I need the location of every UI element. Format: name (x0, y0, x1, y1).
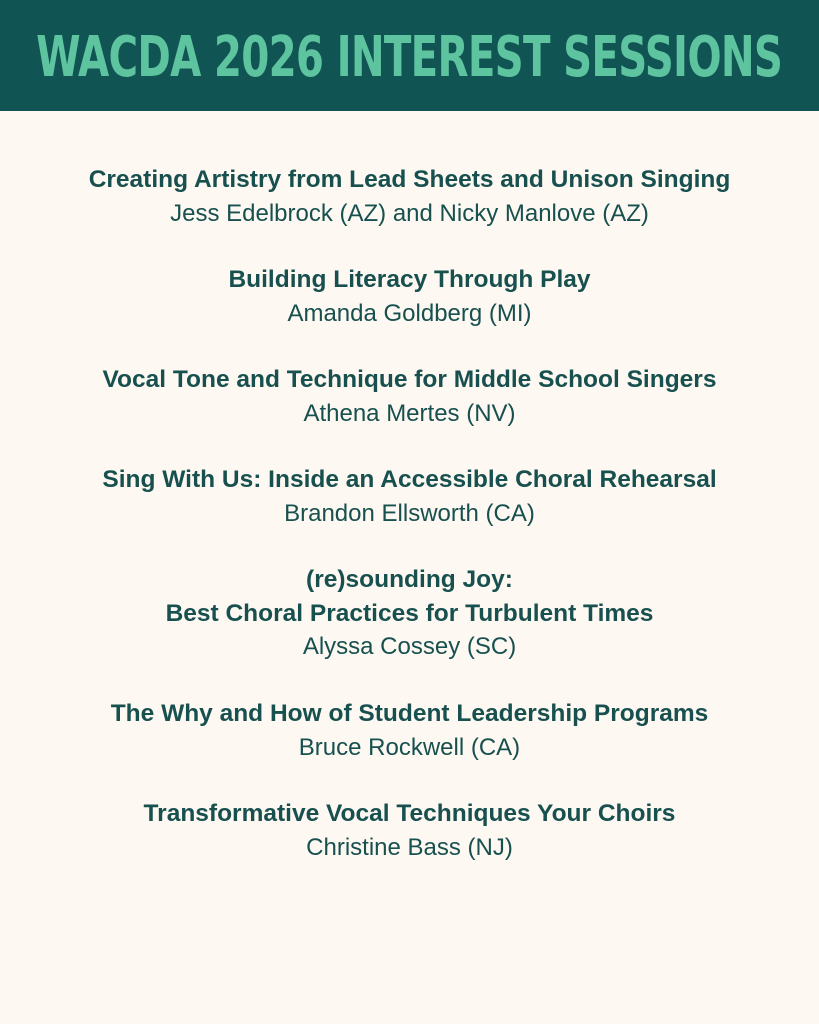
session-presenter: Alyssa Cossey (SC) (302, 633, 517, 660)
session-presenter: Bruce Rockwell (CA) (298, 733, 521, 761)
session-item (0, 263, 819, 330)
session-item (0, 563, 819, 664)
session-item (0, 463, 819, 530)
session-title: Building Literacy Through Play (228, 266, 591, 293)
session-title: Vocal Tone and Technique for Middle School Singers (102, 366, 717, 393)
session-title-line-1: (re)sounding Joy: (306, 566, 513, 593)
session-presenter: Brandon Ellsworth (CA) (284, 499, 535, 527)
session-item (0, 697, 819, 764)
session-item (0, 797, 819, 864)
session-title: Transformative Vocal Techniques Your Choirs (143, 800, 676, 827)
session-presenter: Amanda Goldberg (MI) (287, 299, 532, 327)
session-presenter: Christine Bass (NJ) (306, 833, 513, 861)
session-item (0, 363, 819, 430)
session-title-line-2: Best Choral Practices for Turbulent Times (165, 599, 654, 627)
session-title: The Why and How of Student Leadership Programs (110, 700, 709, 727)
session-title: Creating Artistry from Lead Sheets and Unison Singing (88, 166, 731, 193)
session-title: Sing With Us: Inside an Accessible Choral Rehearsal (102, 466, 717, 493)
session-presenter: Athena Mertes (NV) (303, 399, 516, 427)
session-presenter: Jess Edelbrock (AZ) and Nicky Manlove (AZ) (170, 199, 649, 227)
page-title: WACDA 2026 INTEREST SESSIONS (36, 25, 783, 90)
header-banner (0, 0, 819, 111)
session-item (0, 163, 819, 230)
